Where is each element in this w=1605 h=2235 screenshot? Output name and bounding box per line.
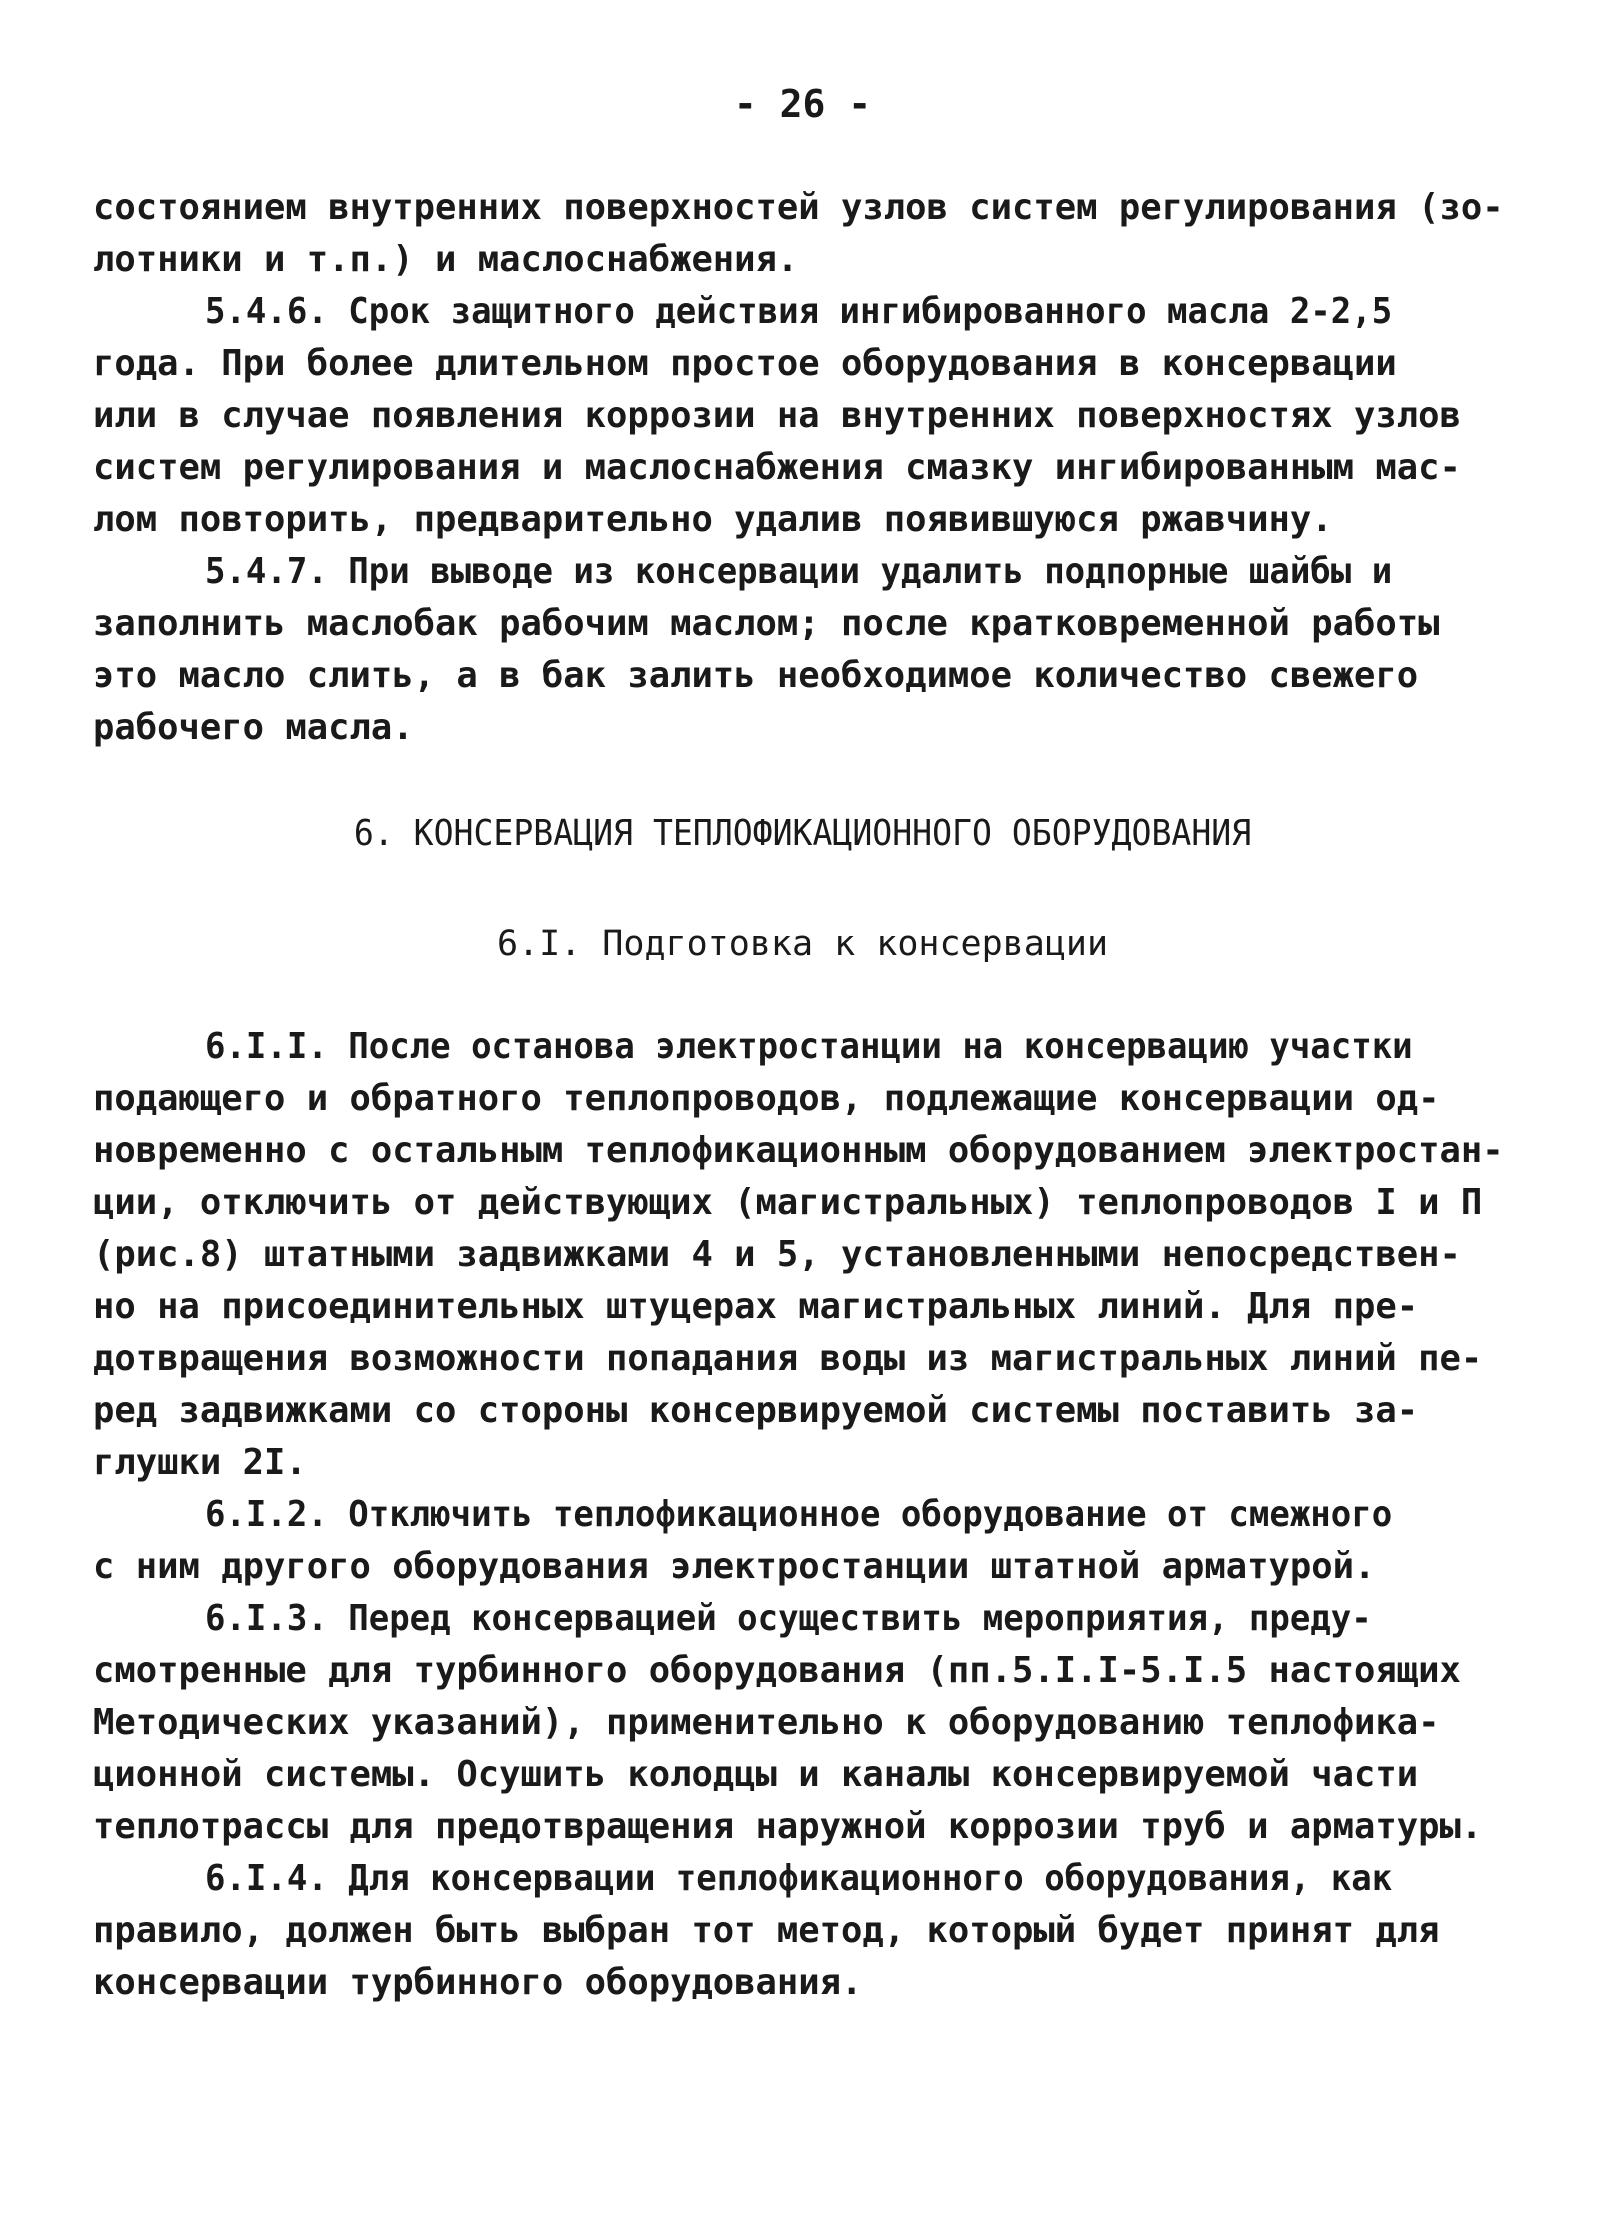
text-line: ции, отключить от действующих (магистральных) теплопроводов I и П	[93, 1182, 1483, 1223]
text-line: Методических указаний), применительно к оборудованию теплофика-	[93, 1702, 1440, 1743]
text-line: рабочего масла.	[93, 707, 414, 748]
text-line: теплотрассы для предотвращения наружной коррозии труб и арматуры.	[93, 1806, 1483, 1847]
page-number: - 26 -	[733, 82, 872, 126]
text-line: подающего и обратного теплопроводов, подлежащие консервации од-	[93, 1078, 1440, 1119]
text-line: глушки 2I.	[93, 1442, 307, 1483]
text-line: 6.I.3. Перед консервацией осуществить мероприятия, преду-	[205, 1598, 1372, 1639]
text-line: 6.I.2. Отключить теплофикационное оборудование от смежного	[205, 1494, 1393, 1535]
text-line: правило, должен быть выбран тот метод, который будет принят для	[93, 1910, 1440, 1951]
text-line: 6.I.I. После останова электростанции на консервацию участки	[205, 1026, 1413, 1067]
text-line: ред задвижками со стороны консервируемой системы поставить за-	[93, 1390, 1419, 1431]
text-line: смотренные для турбинного оборудования (пп.5.I.I-5.I.5 настоящих	[93, 1650, 1461, 1691]
text-line: года. При более длительном простое оборудования в консервации	[93, 343, 1397, 384]
text-line: дотвращения возможности попадания воды из магистральных линий пе-	[93, 1338, 1483, 1379]
text-line: лом повторить, предварительно удалив появившуюся ржавчину.	[93, 499, 1333, 540]
text-line: новременно с остальным теплофикационным оборудованием электростан-	[93, 1130, 1504, 1171]
text-line: 5.4.6. Срок защитного действия ингибированного масла 2-2,5	[205, 291, 1393, 332]
text-line: лотники и т.п.) и маслоснабжения.	[93, 239, 799, 280]
text-line: систем регулирования и маслоснабжения смазку ингибированным мас-	[93, 447, 1461, 488]
text-line: ционной системы. Осушить колодцы и каналы консервируемой части	[93, 1754, 1419, 1795]
text-line: или в случае появления коррозии на внутренних поверхностях узлов	[93, 395, 1461, 436]
text-line: консервации турбинного оборудования.	[93, 1962, 863, 2003]
text-line: 6.I.4. Для консервации теплофикационного оборудования, как	[205, 1858, 1393, 1899]
text-line: но на присоединительных штуцерах магистральных линий. Для пре-	[93, 1286, 1419, 1327]
subsection-heading: 6.I. Подготовка к консервации	[496, 924, 1109, 964]
text-line: (рис.8) штатными задвижками 4 и 5, установленными непосредствен-	[93, 1234, 1461, 1275]
text-line: 5.4.7. При выводе из консервации удалить подпорные шайбы и	[205, 551, 1393, 592]
section-heading: 6. КОНСЕРВАЦИЯ ТЕПЛОФИКАЦИОННОГО ОБОРУДОВАНИЯ	[353, 813, 1252, 854]
text-line: заполнить маслобак рабочим маслом; после кратковременной работы	[93, 603, 1440, 644]
text-line: состоянием внутренних поверхностей узлов систем регулирования (зо-	[93, 187, 1504, 228]
text-line: с ним другого оборудования электростанции штатной арматурой.	[93, 1546, 1376, 1587]
text-line: это масло слить, а в бак залить необходимое количество свежего	[93, 655, 1419, 696]
